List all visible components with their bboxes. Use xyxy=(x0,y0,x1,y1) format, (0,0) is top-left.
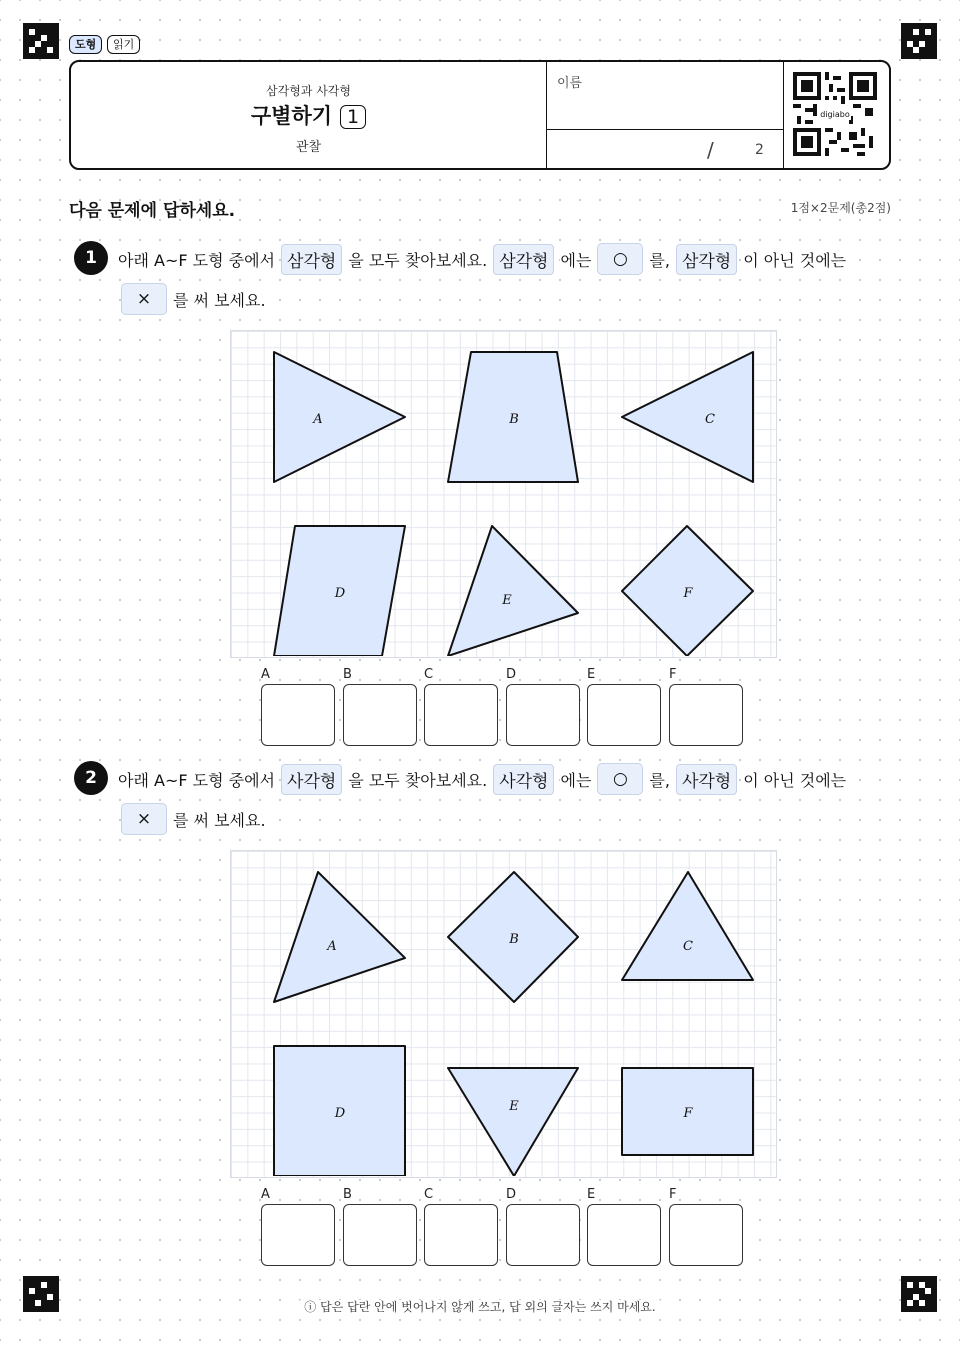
q2-shape-label-b: B xyxy=(509,932,519,947)
qr-logo-text: digiabo xyxy=(820,109,850,119)
score-slash: / xyxy=(707,138,714,162)
name-label: 이름 xyxy=(557,76,583,91)
q1-answer-box-e[interactable] xyxy=(587,684,661,746)
q2-keyword-chip: 사각형 xyxy=(281,764,342,795)
q1-shape-label-f: F xyxy=(683,586,693,601)
tag-reading: 읽기 xyxy=(107,35,140,54)
q2-text-6: 를 써 보세요. xyxy=(173,808,266,831)
q1-text-2: 을 모두 찾아보세요. xyxy=(348,248,487,271)
divider xyxy=(547,129,783,130)
student-info xyxy=(546,62,784,168)
q1-answer-label-d: D xyxy=(506,667,517,682)
q2-answer-box-c[interactable] xyxy=(424,1204,498,1266)
q1-answer-box-d[interactable] xyxy=(506,684,580,746)
q2-answer-box-d[interactable] xyxy=(506,1204,580,1266)
q2-shape-label-e: E xyxy=(509,1099,519,1114)
q1-answer-label-e: E xyxy=(587,667,596,682)
q2-x-mark: × xyxy=(121,803,167,835)
q2-text-1: 아래 A~F 도형 중에서 xyxy=(118,768,275,791)
q1-shape-c xyxy=(622,352,753,482)
score-info: 1점×2문제(총2점) xyxy=(790,201,891,215)
q2-answer-label-d: D xyxy=(506,1187,517,1202)
question-2-line-2 xyxy=(121,803,266,835)
q1-answer-box-b[interactable] xyxy=(343,684,417,746)
q1-x-mark: × xyxy=(121,283,167,315)
worksheet-header xyxy=(69,60,891,170)
footer-text: ⓘ 답은 답란 안에 벗어나지 않게 쓰고, 답 외의 글자는 쓰지 마세요. xyxy=(300,1300,659,1314)
title-text: 구별하기 xyxy=(250,104,333,128)
q1-shapes xyxy=(230,330,775,656)
q1-keyword-chip-2: 삼각형 xyxy=(493,244,554,275)
q2-text-5: 이 아닌 것에는 xyxy=(743,768,846,791)
q2-circle-mark: ○ xyxy=(597,763,643,795)
question-2-line-1 xyxy=(118,763,846,795)
q2-text-4: 를, xyxy=(649,768,670,791)
q2-answer-label-b: B xyxy=(343,1187,352,1202)
question-number-2: 2 xyxy=(74,761,108,795)
q1-answer-label-b: B xyxy=(343,667,352,682)
q2-shape-label-f: F xyxy=(683,1106,693,1121)
q1-answer-label-c: C xyxy=(424,667,434,682)
q1-text-3: 에는 xyxy=(560,248,591,271)
q2-shapes xyxy=(230,850,775,1176)
instruction-text: 다음 문제에 답하세요. xyxy=(69,201,236,221)
q1-answer-label-f: F xyxy=(669,667,677,682)
title-block xyxy=(71,62,546,168)
q1-shape-label-d: D xyxy=(334,586,346,601)
q2-keyword-chip-2: 사각형 xyxy=(493,764,554,795)
q1-text-1: 아래 A~F 도형 중에서 xyxy=(118,248,275,271)
q2-shape-label-a: A xyxy=(327,939,337,954)
unit-subtitle: 삼각형과 사각형 xyxy=(266,84,351,98)
activity-kind: 관찰 xyxy=(295,140,322,155)
q2-shape-label-d: D xyxy=(334,1106,346,1121)
q1-answer-box-c[interactable] xyxy=(424,684,498,746)
footer-note xyxy=(0,1298,960,1315)
q1-shape-a xyxy=(274,352,405,482)
q1-text-6: 를 써 보세요. xyxy=(173,288,266,311)
q1-shape-label-e: E xyxy=(502,593,512,608)
page-title xyxy=(71,100,546,130)
q2-answer-box-b[interactable] xyxy=(343,1204,417,1266)
q2-text-3: 에는 xyxy=(560,768,591,791)
corner-marker-top-right xyxy=(901,23,937,59)
q2-answer-box-e[interactable] xyxy=(587,1204,661,1266)
q1-circle-mark: ○ xyxy=(597,243,643,275)
q1-answer-box-a[interactable] xyxy=(261,684,335,746)
q2-text-2: 을 모두 찾아보세요. xyxy=(348,768,487,791)
q1-answer-box-f[interactable] xyxy=(669,684,743,746)
question-1-line-1 xyxy=(118,243,846,275)
q1-shape-e xyxy=(448,526,578,656)
q1-keyword-chip: 삼각형 xyxy=(281,244,342,275)
q2-answer-label-f: F xyxy=(669,1187,677,1202)
q2-answer-label-c: C xyxy=(424,1187,434,1202)
q2-shape-a xyxy=(274,872,405,1002)
question-1-line-2 xyxy=(121,283,266,315)
q1-answer-label-a: A xyxy=(261,667,270,682)
q2-shape-label-c: C xyxy=(683,939,693,954)
q1-shape-label-b: B xyxy=(509,412,519,427)
tag-shape: 도형 xyxy=(69,35,102,54)
q2-answer-box-f[interactable] xyxy=(669,1204,743,1266)
q2-answer-box-a[interactable] xyxy=(261,1204,335,1266)
q1-keyword-chip-3: 삼각형 xyxy=(676,244,737,275)
question-number-1: 1 xyxy=(74,241,108,275)
q1-shape-label-a: A xyxy=(313,412,323,427)
title-number: 1 xyxy=(340,105,366,129)
q2-answer-label-e: E xyxy=(587,1187,596,1202)
qr-code-icon xyxy=(793,72,877,156)
q2-answer-label-a: A xyxy=(261,1187,270,1202)
q1-text-5: 이 아닌 것에는 xyxy=(743,248,846,271)
q1-text-4: 를, xyxy=(649,248,670,271)
corner-marker-top-left xyxy=(23,23,59,59)
score-total: 2 xyxy=(755,142,764,158)
q2-shape-e xyxy=(448,1068,578,1176)
q1-shape-label-c: C xyxy=(705,412,715,427)
q2-shape-c xyxy=(622,872,753,980)
q2-keyword-chip-3: 사각형 xyxy=(676,764,737,795)
